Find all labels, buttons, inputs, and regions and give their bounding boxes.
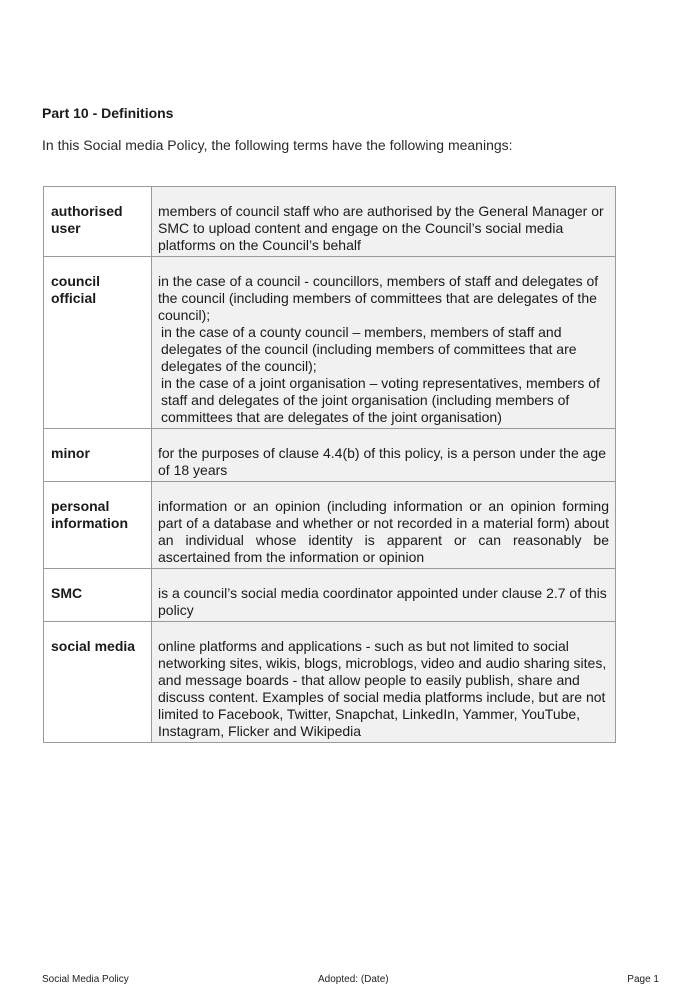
meaning-text: information or an opinion (including information or an opinion forming part of a database and whether or not recorded in a material form) about an individual whose identity is apparent or can reasonably be ascertained from the information or opinion [158, 498, 609, 565]
table-row [44, 482, 616, 569]
intro-text: In this Social media Policy, the following terms have the following meanings: [42, 137, 513, 153]
meaning-cell [152, 569, 616, 622]
table-row [44, 569, 616, 622]
term-cell: social media [44, 622, 152, 743]
term-cell: council official [44, 257, 152, 429]
footer-page-number: Page 1 [627, 974, 659, 985]
definitions-table [43, 186, 616, 743]
term-cell: authorised user [44, 187, 152, 257]
table-row [44, 429, 616, 482]
term-cell: personal information [44, 482, 152, 569]
page-heading: Part 10 - Definitions [42, 105, 174, 121]
meaning-cell [152, 257, 616, 429]
term-cell: SMC [44, 569, 152, 622]
footer-adopted-date: Adopted: (Date) [318, 974, 389, 985]
table-row [44, 187, 616, 257]
meaning-text: in the case of a county council – members, members of staff and delegates of the council (including members of committees that are delegates of the council); [161, 324, 577, 374]
meaning-text: in the case of a council - councillors, members of staff and delegates of the council (including members of committees that are delegates of the council); [158, 273, 599, 323]
term-cell: minor [44, 429, 152, 482]
meaning-cell [152, 482, 616, 569]
meaning-cell [152, 187, 616, 257]
meaning-text: online platforms and applications - such as but not limited to social networking sites, wikis, blogs, microblogs, video and audio sharing sites, and message boards - that allow people to easily publish, share and discuss content. Examples of social media platforms include, but are not limited to Facebook, Twitter, Snapchat, LinkedIn, Yammer, YouTube, Instagram, Flicker and Wikipedia [158, 638, 607, 739]
meaning-text: in the case of a joint organisation – voting representatives, members of staff and delegates of the joint organisation (including members of committees that are delegates of the joint organisation) [161, 375, 600, 425]
meaning-text: is a council’s social media coordinator appointed under clause 2.7 of this policy [158, 585, 607, 618]
meaning-text: members of council staff who are authorised by the General Manager or SMC to upload content and engage on the Council’s social media platforms on the Council’s behalf [158, 203, 604, 253]
table-row [44, 257, 616, 429]
meaning-cell [152, 429, 616, 482]
meaning-text: for the purposes of clause 4.4(b) of this policy, is a person under the age of 18 years [158, 445, 606, 478]
table-row [44, 622, 616, 743]
meaning-cell [152, 622, 616, 743]
footer-document-title: Social Media Policy [42, 974, 129, 985]
